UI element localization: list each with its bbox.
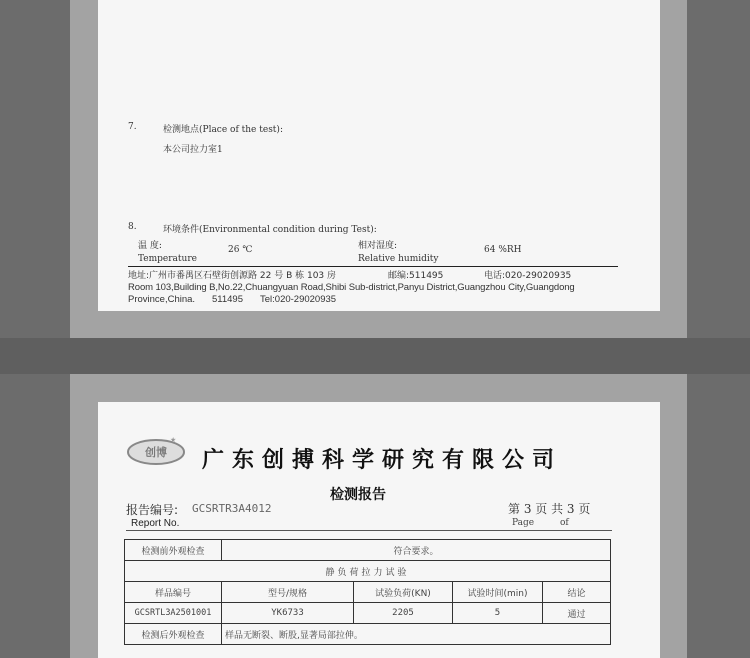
header-conclusion: 结论 (543, 582, 611, 603)
company-name: 广东创搏科学研究有限公司 (202, 448, 563, 473)
pre-check-value: 符合要求。 (222, 540, 611, 561)
item7-number: 7. (128, 122, 137, 132)
page1-paper (98, 0, 660, 311)
page-indicator-cn: 第 3 页 共 3 页 (508, 502, 591, 516)
report-no-en: Report No. (131, 518, 180, 529)
humidity-label-cn: 相对湿度: (358, 241, 398, 251)
cell-sample-no: GCSRTL3A2501001 (125, 603, 222, 624)
separator-band (0, 338, 750, 374)
report-no: GCSRTR3A4012 (192, 502, 272, 515)
temperature-label-en: Temperature (138, 254, 197, 264)
humidity-value: 64 %RH (484, 245, 522, 255)
page2-paper (98, 402, 660, 658)
footer-rule (128, 266, 618, 267)
table-row (125, 603, 611, 624)
item7-value: 本公司拉力室1 (163, 145, 223, 155)
header-rule (126, 530, 612, 531)
cell-time: 5 (453, 603, 543, 624)
results-table (124, 539, 611, 645)
temperature-value: 26 ℃ (228, 245, 253, 255)
svg-text:★: ★ (170, 436, 177, 444)
table-row (125, 624, 611, 645)
footer-cn-postcode: 邮编:511495 (388, 271, 444, 281)
pre-check-label: 检测前外观检查 (125, 540, 222, 561)
report-no-label: 报告编号: (126, 503, 179, 517)
footer-en-province: Province,China. (128, 294, 196, 305)
temperature-label-cn: 温 度: (138, 241, 162, 251)
post-check-value: 样品无断裂、断股,显著局部拉伸。 (222, 624, 611, 645)
post-check-label: 检测后外观检查 (125, 624, 222, 645)
footer-cn-address: 地址:广州市番禺区石壁街创源路 22 号 B 栋 103 房 (128, 271, 337, 281)
table-header-row (125, 582, 611, 603)
item8-label: 环境条件(Environmental condition during Test): (163, 225, 377, 235)
logo-text: 创博 (145, 446, 167, 459)
header-sample-no: 样品编号 (125, 582, 222, 603)
cell-model: YK6733 (222, 603, 354, 624)
footer-en-line1: Room 103,Building B,No.22,Chuangyuan Road,Shibi Sub-district,Panyu District,Guangzhou City,Guangdong (128, 282, 575, 293)
humidity-label-en: Relative humidity (358, 254, 439, 264)
table-row (125, 561, 611, 582)
footer-en-postcode: 511495 (212, 294, 243, 305)
header-load: 试验负荷(KN) (354, 582, 453, 603)
table-row (125, 540, 611, 561)
item8-number: 8. (128, 222, 137, 232)
cell-conclusion: 通过 (543, 603, 611, 624)
report-title: 检测报告 (330, 487, 386, 503)
cell-load: 2205 (354, 603, 453, 624)
section-title: 静负荷拉力试验 (125, 561, 611, 582)
header-model: 型号/规格 (222, 582, 354, 603)
company-logo (126, 436, 188, 466)
footer-en-tel: Tel:020-29020935 (260, 294, 337, 305)
header-time: 试验时间(min) (453, 582, 543, 603)
item7-label: 检测地点(Place of the test): (163, 125, 283, 135)
page-indicator-en-of: of (560, 518, 569, 528)
footer-cn-tel: 电话:020-29020935 (484, 271, 572, 281)
page-indicator-en-page: Page (512, 518, 535, 528)
